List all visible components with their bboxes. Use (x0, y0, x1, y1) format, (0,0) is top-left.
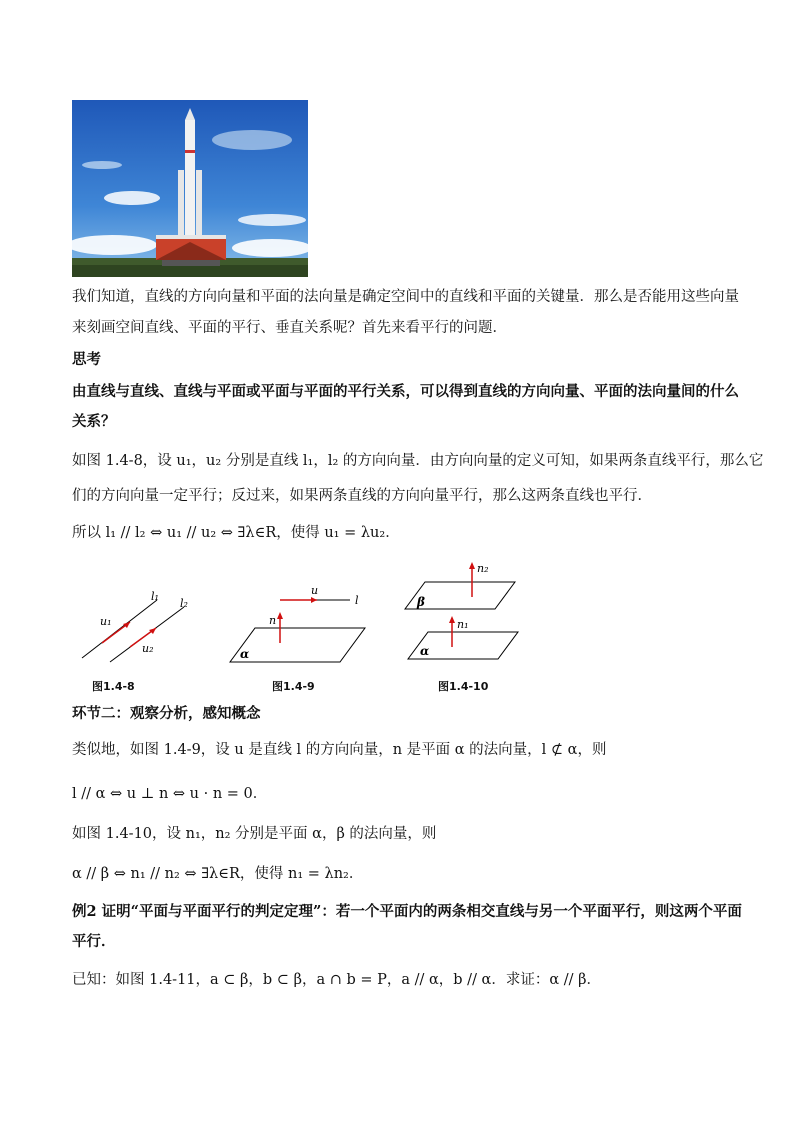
think-line-1: 由直线与直线、直线与平面或平面与平面的平行关系，可以得到直线的方向向量、平面的法向量间的什么 (72, 383, 739, 400)
figure-1-4-10-caption: 图1.4-10 (438, 680, 489, 693)
figure-1-4-8-diagram (72, 580, 212, 670)
para1-line-2: 们的方向向量一定平行；反过来，如果两条直线的方向向量平行，那么这两条直线也平行． (72, 488, 652, 504)
label-l1: l₁ (151, 590, 159, 603)
figure-1-4-8-caption: 图1.4-8 (92, 680, 135, 693)
figure-1-4-9-diagram (225, 580, 370, 670)
label-u1: u₁ (100, 615, 112, 628)
section2-line-2: 如图 1.4-10，设 n₁，n₂ 分别是平面 α，β 的法向量，则 (72, 826, 437, 842)
figure-1-4-8 (72, 580, 212, 695)
think-line-2: 关系？ (72, 413, 116, 430)
example-line-2: 平行． (72, 933, 116, 950)
label-alpha: α (240, 647, 250, 661)
section2-heading: 环节二：观察分析，感知概念 (72, 705, 261, 722)
rocket-launch-photo (72, 100, 308, 277)
section2-formula-1: l // α ⇔ u ⊥ n ⇔ u · n = 0． (72, 786, 268, 802)
para1-line-1: 如图 1.4-8，设 u₁，u₂ 分别是直线 l₁，l₂ 的方向向量．由方向向量的定义可知，如果两条直线平行，那么它 (72, 453, 764, 469)
section2-formula-2: α // β ⇔ n₁ // n₂ ⇔ ∃λ∈R，使得 n₁ = λn₂． (72, 866, 364, 882)
figure-1-4-9 (225, 580, 370, 695)
label-beta: β (417, 595, 425, 609)
section2-line-1: 类似地，如图 1.4-9，设 u 是直线 l 的方向向量，n 是平面 α 的法向量，l ⊄ α，则 (72, 742, 607, 758)
example-given: 已知：如图 1.4-11，a ⊂ β，b ⊂ β，a ∩ b = P，a // α，b // α．求证：α // β． (72, 972, 602, 988)
intro-line-2: 来刻画空间直线、平面的平行、垂直关系呢？首先来看平行的问题． (72, 320, 507, 336)
plane-alpha (230, 628, 365, 662)
para1-formula: 所以 l₁ // l₂ ⇔ u₁ // u₂ ⇔ ∃λ∈R，使得 u₁ = λu₂． (72, 525, 400, 541)
think-heading: 思考 (72, 351, 101, 368)
label-n1: n₁ (457, 618, 469, 631)
label-l2: l₂ (180, 597, 188, 610)
label-u2: u₂ (142, 642, 154, 655)
example-line-1: 例2 证明“平面与平面平行的判定定理”：若一个平面内的两条相交直线与另一个平面平行，则这两个平面 (72, 903, 742, 920)
label-alpha: α (420, 644, 430, 658)
label-n2: n₂ (477, 562, 489, 575)
label-n: n (269, 614, 277, 627)
figure-1-4-10 (400, 552, 530, 695)
figure-1-4-9-caption: 图1.4-9 (272, 680, 315, 693)
label-u: u (311, 584, 319, 597)
label-l: l (355, 594, 359, 607)
intro-line-1: 我们知道，直线的方向向量和平面的法向量是确定空间中的直线和平面的关键量．那么是否能用这些向量 (72, 289, 739, 305)
figure-1-4-10-diagram (400, 552, 530, 667)
